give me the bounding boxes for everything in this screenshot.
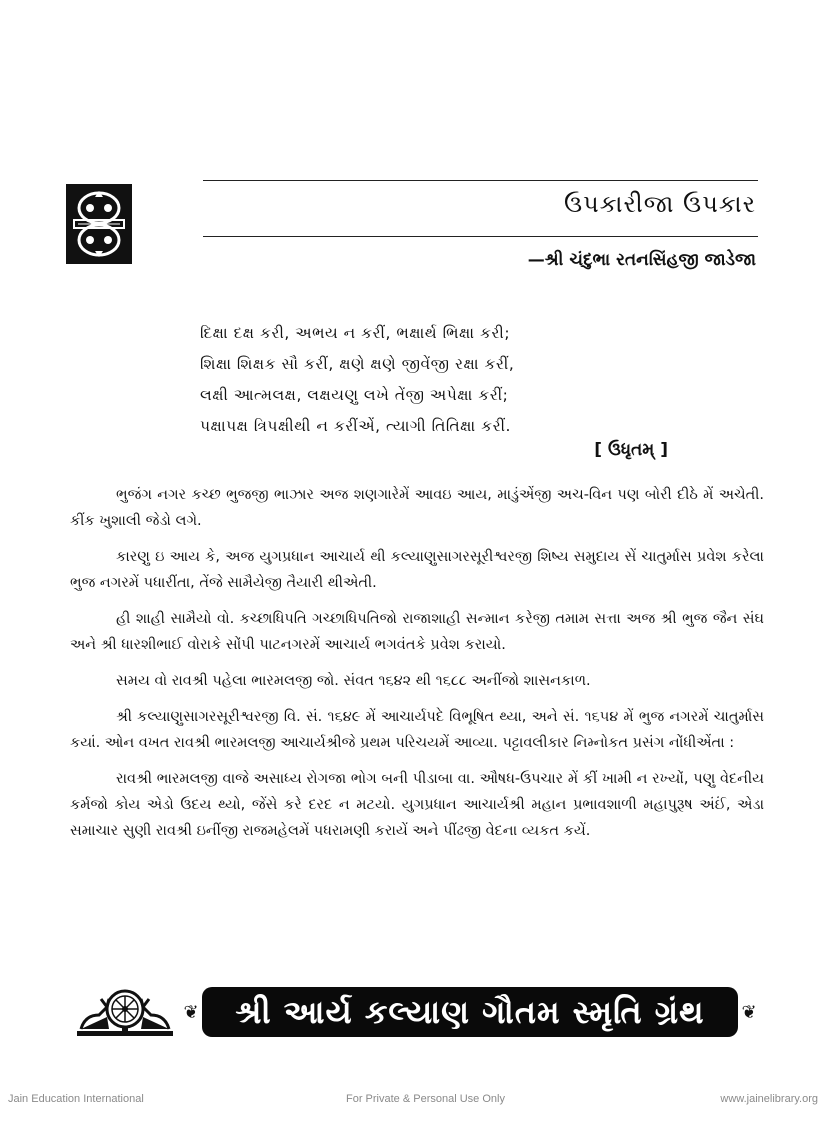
article-author: —શ્રી ચંદુભા રતનસિંહજી જાડેજા <box>527 250 756 270</box>
body-paragraph: સમય વો રાવશ્રી પહેલા ભારમલજી જો. સંવત ૧૬૪૨ થી ૧૬૮૮ અનીંજો શાસનકાળ. <box>116 673 591 689</box>
footer-publisher: Jain Education International <box>8 1093 144 1105</box>
flourish-right-icon: ❦ <box>741 1001 757 1023</box>
verse-line: પક્ષાપક્ષ ત્રિપક્ષીથી ન કરીંએં, ત્યાગી તિતિક્ષા કરીં. <box>200 417 511 435</box>
verse-line: દિક્ષા દક્ષ કરી, અભય ન કરીં, ભક્ષાર્થ ભિક્ષા કરી; <box>200 324 511 342</box>
decorative-ornament-icon <box>66 184 132 264</box>
body-paragraph: ભુજંગ નગર કચ્છ ભુજજી ભાઝાર અજ શણગારેમેં આવઇ આય, માડુંએંજી અચ-વિન પણ બોરી દીઠે મેં અચેતી. કીંક ખુશાલી જેડો લગે. <box>70 487 764 529</box>
body-paragraph: શ્રી કલ્યાણુસાગરસૂરીશ્વરજી વિ. સં. ૧૬૪૯ મેં આચાર્યપદે વિભૂષિત થ્યા, અને સં. ૧૬૫૪ મેં ભુજ નગરમેં ચાતુર્માસ કયાં. ઓન વખત રાવશ્રી ભારમલજી આચાર્યશ્રીજે પ્રથમ પરિચયમેં આવ્યા. પટ્ટાવલીકાર નિમ્નોકત પ્રસંગ નોંધીએંતા : <box>70 709 764 751</box>
header-rule-bottom <box>203 236 758 237</box>
banner-title: શ્રી આર્ય કલ્યાણ ગૌતમ સ્મૃતિ ગ્રંથ <box>235 992 705 1031</box>
body-paragraph: કારણુ ઇ આય કે, અજ યુગપ્રધાન આચાર્ય થી કલ્યાણુસાગરસૂરીશ્વરજી શિષ્ય સમુદાય સેં ચાતુર્માસ પ્રવેશ કરેલા ભુજ નગરમેં પધારીંતા, તેંજે સામૈયેજી તૈયારી થીએતી. <box>70 549 764 591</box>
ornament-graphic <box>70 188 128 260</box>
body-paragraph: હી શાહી સામૈયો વો. કચ્છાધિપતિ ગચ્છાધિપતિજો રાજાશાહી સન્માન કરેજી તમામ સત્તા અજ શ્રી ભુજ જૈન સંઘ અને શ્રી ધારશીભાઈ વોરાકે સોંપી પાટનગરમેં આચાર્ય ભગવંતકે પ્રવેશ કરાયો. <box>70 611 764 653</box>
header-rule-top <box>203 180 758 181</box>
dharma-wheel-deer-emblem-icon <box>70 984 180 1040</box>
banner-plate <box>202 987 738 1037</box>
emblem-graphic <box>73 985 177 1039</box>
article-body <box>70 482 764 854</box>
verse-line: લક્ષી આત્મલક્ષ, લક્ષયણુ લખે તેંજી અપેક્ષા કરીં; <box>200 386 509 404</box>
verse-citation: [ ઉધૃતમ્ ] <box>594 440 668 460</box>
verse-block <box>200 318 660 442</box>
body-paragraph: રાવશ્રી ભારમલજી વાજે અસાધ્ય રોગજા ભોગ બની પીડાબા વા. ઔષધ-ઉપચાર મેં કીં ખામી ન રખ્યોં, પણુ વેદનીય કર્મજો કોય એડો ઉદય થ્યો, જેંસે કરે દરદ ન મટયો. યુગપ્રધાન આચાર્યશ્રી મહાન પ્રભાવશાળી મહાપુરૂષ અંઈં, એડા સમાચાર સુણી રાવશ્રી ઇનીંજી રાજમહેલમેં પધરામણી કરાયેં અને પીંઢજી વેદના વ્યકત કયેં. <box>70 771 764 839</box>
footer-usage-notice: For Private & Personal Use Only <box>346 1093 505 1105</box>
article-title: ઉપકારીજા ઉપકાર <box>563 190 756 218</box>
flourish-left-icon: ❦ <box>183 1001 199 1023</box>
book-title-banner <box>70 984 760 1040</box>
footer-website-link[interactable]: www.jainelibrary.org <box>720 1093 818 1105</box>
verse-line: શિક્ષા શિક્ષક સૌ કરીં, ક્ષણે ક્ષણે જીવેંજી રક્ષા કરીં, <box>200 355 515 373</box>
